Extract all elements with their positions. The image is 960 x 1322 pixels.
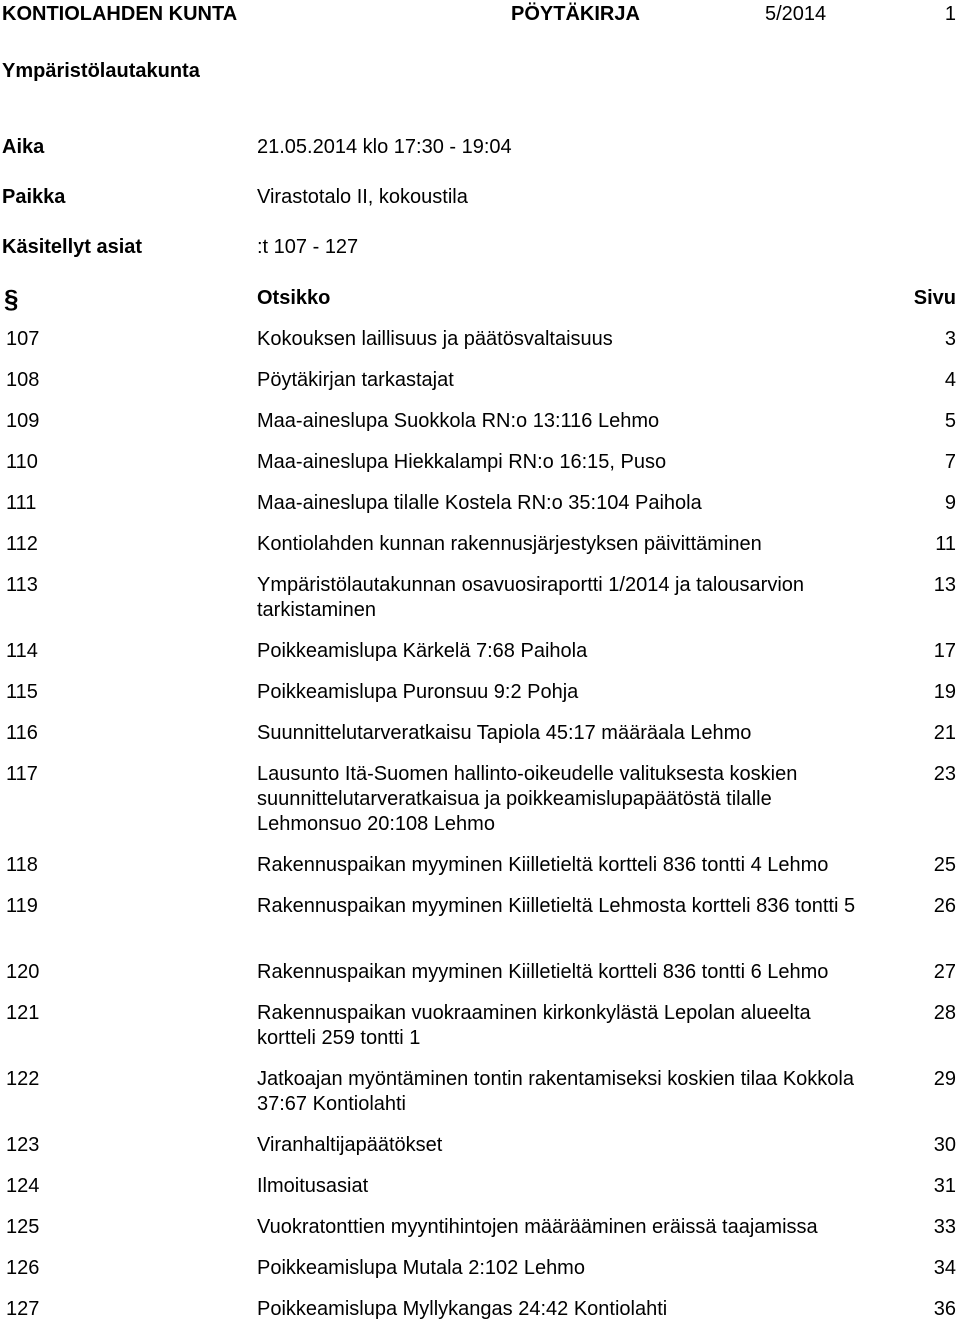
toc-row-title: Maa-aineslupa tilalle Kostela RN:o 35:104 Paihola: [257, 492, 702, 514]
toc-row-title: Maa-aineslupa Hiekkalampi RN:o 16:15, Puso: [257, 451, 667, 473]
toc-row-title: Pöytäkirjan tarkastajat: [257, 369, 454, 391]
toc-row-page: 11: [935, 533, 956, 555]
toc-row-page: 17: [933, 640, 956, 662]
toc-row-title: Poikkeamislupa Kärkelä 7:68 Paihola: [257, 640, 588, 662]
toc-row-page: 4: [944, 369, 956, 391]
document-number: 5/2014: [765, 3, 827, 25]
document-type: PÖYTÄKIRJA: [511, 3, 640, 25]
toc-row-page: 30: [933, 1134, 956, 1156]
toc-row-number: 119: [6, 895, 38, 917]
toc-row-page: 7: [944, 451, 956, 473]
toc-row-number: 109: [6, 410, 40, 432]
toc-row-page: 26: [933, 895, 956, 917]
meeting-time-row: [0, 135, 960, 161]
toc-row-page: 27: [933, 961, 956, 983]
meeting-place-row: [0, 185, 960, 211]
toc-row-title: Ympäristölautakunnan osavuosiraportti 1/2014 ja talousarvion tarkistaminen: [257, 574, 805, 621]
meeting-time-value: 21.05.2014 klo 17:30 - 19:04: [257, 136, 512, 158]
toc-row-title: Poikkeamislupa Puronsuu 9:2 Pohja: [257, 681, 579, 703]
toc-row-number: 112: [6, 533, 38, 555]
toc-row-title: Kokouksen laillisuus ja päätösvaltaisuus: [257, 328, 613, 350]
toc-row-title: Maa-aineslupa Suokkola RN:o 13:116 Lehmo: [257, 410, 660, 432]
toc-row-number: 108: [6, 369, 40, 391]
toc-row-page: 9: [944, 492, 956, 514]
toc-row-number: 115: [6, 681, 38, 703]
toc-row-title: Vuokratonttien myyntihintojen määrääminen eräissä taajamissa: [257, 1216, 818, 1238]
handled-items-row: [0, 235, 960, 261]
toc-row-page: 25: [933, 854, 956, 876]
toc-row-page: 34: [933, 1257, 956, 1279]
toc-row-number: 124: [6, 1175, 40, 1197]
toc-row-number: 126: [6, 1257, 40, 1279]
toc-row-number: 117: [6, 763, 38, 785]
toc-row-title: Poikkeamislupa Mutala 2:102 Lehmo: [257, 1257, 585, 1279]
handled-items-value: :t 107 - 127: [257, 236, 359, 258]
toc-row-page: 31: [933, 1175, 956, 1197]
toc-row-page: 21: [933, 722, 956, 744]
toc-row-page: 36: [933, 1298, 956, 1320]
toc-row-title: Kontiolahden kunnan rakennusjärjestyksen päivittäminen: [257, 533, 762, 555]
toc-row-title: Suunnittelutarveratkaisu Tapiola 45:17 määräala Lehmo: [257, 722, 752, 744]
page-number: 1: [944, 3, 956, 25]
toc-row-number: 125: [6, 1216, 40, 1238]
toc-row-title: Ilmoitusasiat: [257, 1175, 369, 1197]
section-sign-icon: §: [4, 284, 19, 314]
toc-header: [0, 285, 960, 313]
committee-name: Ympäristölautakunta: [2, 60, 200, 82]
toc-row-title: Viranhaltijapäätökset: [257, 1134, 443, 1156]
toc-row-page: 19: [933, 681, 956, 703]
meeting-place-value: Virastotalo II, kokoustila: [257, 186, 468, 208]
toc-row-title: Poikkeamislupa Myllykangas 24:42 Kontiolahti: [257, 1298, 668, 1320]
toc-row-number: 127: [6, 1298, 40, 1320]
toc-row-page: 23: [933, 763, 956, 785]
toc-page-header: Sivu: [913, 287, 956, 309]
toc-row-number: 113: [6, 574, 38, 596]
municipality-name: KONTIOLAHDEN KUNTA: [2, 3, 238, 25]
toc-row-number: 114: [6, 640, 38, 662]
toc-row-page: 33: [933, 1216, 956, 1238]
toc-row-number: 111: [6, 492, 37, 514]
toc-row-title: Rakennuspaikan myyminen Kiilletieltä kortteli 836 tontti 6 Lehmo: [257, 961, 829, 983]
toc-row-title: Rakennuspaikan myyminen Kiilletieltä Lehmosta kortteli 836 tontti 5: [257, 895, 856, 917]
toc-row-title: Rakennuspaikan myyminen Kiilletieltä kortteli 836 tontti 4 Lehmo: [257, 854, 829, 876]
toc-row-number: 118: [6, 854, 38, 876]
toc-row-page: 3: [944, 328, 956, 350]
handled-items-label: Käsitellyt asiat: [2, 236, 143, 258]
toc-row-number: 110: [6, 451, 38, 473]
toc-row-number: 107: [6, 328, 40, 350]
toc-row-page: 13: [933, 574, 956, 596]
toc-row-number: 122: [6, 1068, 40, 1090]
toc-row-number: 120: [6, 961, 40, 983]
toc-row-number: 116: [6, 722, 38, 744]
meeting-time-label: Aika: [2, 136, 45, 158]
meeting-place-label: Paikka: [2, 186, 66, 208]
toc-row-title: Lausunto Itä-Suomen hallinto-oikeudelle valituksesta koskien suunnittelutarveratkaisua ja poikkeamislupapäätöstä tilalle Lehmonsuo 20:108 Lehmo: [257, 763, 798, 835]
toc-row-page: 28: [933, 1002, 956, 1024]
toc-title-header: Otsikko: [257, 287, 331, 309]
toc-row-page: 5: [944, 410, 956, 432]
toc-row-page: 29: [933, 1068, 956, 1090]
toc-row-title: Jatkoajan myöntäminen tontin rakentamiseksi koskien tilaa Kokkola 37:67 Kontiolahti: [257, 1068, 854, 1115]
toc-row-number: 121: [6, 1002, 40, 1024]
document-header: [0, 2, 960, 28]
toc-row-title: Rakennuspaikan vuokraaminen kirkonkylästä Lepolan alueelta kortteli 259 tontti 1: [257, 1002, 811, 1049]
toc-row-number: 123: [6, 1134, 40, 1156]
